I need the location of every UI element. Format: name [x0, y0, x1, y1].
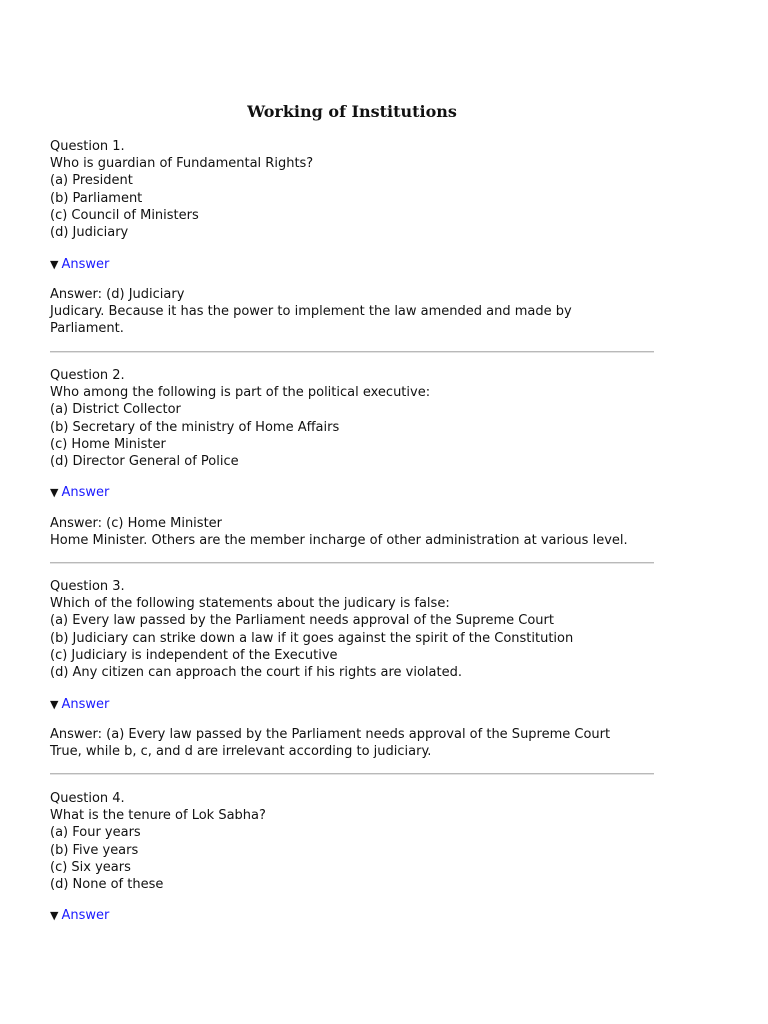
triangle-down-icon: ▼: [50, 698, 59, 711]
question-divider: [50, 562, 654, 564]
triangle-down-icon: ▼: [50, 909, 59, 922]
question-divider: [50, 351, 654, 353]
answer-link[interactable]: Answer: [61, 697, 110, 712]
answer-text: Answer: (d) Judiciary: [50, 287, 185, 302]
question-label: Question 4.: [50, 791, 125, 806]
triangle-down-icon: ▼: [50, 258, 59, 271]
question-divider: [50, 773, 654, 775]
answer-toggle-1[interactable]: [50, 256, 654, 273]
answer-explanation: Judicary. Because it has the power to implement the law amended and made by Parliament.: [50, 304, 572, 337]
answer-panel-2: [50, 515, 654, 549]
option-a: (a) President: [50, 173, 133, 189]
option-d: (d) None of these: [50, 877, 164, 893]
option-d: (d) Judiciary: [50, 225, 129, 241]
answer-link[interactable]: Answer: [61, 257, 110, 272]
question-text: Who is guardian of Fundamental Rights?: [50, 156, 314, 172]
option-c: (c) Six years: [50, 859, 131, 875]
option-c: (c) Home Minister: [50, 436, 166, 452]
answer-toggle-3[interactable]: [50, 696, 654, 713]
question-2: [50, 367, 654, 470]
option-c: (c) Council of Ministers: [50, 207, 199, 223]
question-3: [50, 578, 654, 681]
option-a: (a) Every law passed by the Parliament needs approval of the Supreme Court: [50, 613, 554, 629]
page-title: Working of Institutions: [247, 102, 457, 121]
answer-text: Answer: (a) Every law passed by the Parliament needs approval of the Supreme Court: [50, 727, 611, 742]
question-1: [50, 138, 654, 241]
question-label: Question 2.: [50, 368, 125, 383]
question-text: Which of the following statements about the judicary is false:: [50, 596, 450, 612]
option-c: (c) Judiciary is independent of the Executive: [50, 647, 338, 663]
triangle-down-icon: ▼: [50, 486, 59, 499]
answer-panel-3: [50, 726, 654, 760]
answer-link[interactable]: Answer: [61, 485, 110, 500]
answer-panel-1: [50, 286, 654, 338]
option-b: (b) Five years: [50, 842, 139, 858]
question-4: [50, 790, 654, 893]
answer-explanation: Home Minister. Others are the member incharge of other administration at various level.: [50, 533, 628, 549]
question-label: Question 3.: [50, 579, 125, 594]
answer-toggle-2[interactable]: [50, 484, 654, 501]
answer-link[interactable]: Answer: [61, 908, 110, 923]
question-label: Question 1.: [50, 139, 125, 154]
option-a: (a) Four years: [50, 825, 141, 841]
option-b: (b) Judiciary can strike down a law if it goes against the spirit of the Constitution: [50, 630, 574, 646]
option-d: (d) Any citizen can approach the court if his rights are violated.: [50, 665, 462, 681]
option-b: (b) Secretary of the ministry of Home Affairs: [50, 419, 340, 435]
option-d: (d) Director General of Police: [50, 454, 239, 470]
question-text: Who among the following is part of the political executive:: [50, 385, 431, 401]
option-a: (a) District Collector: [50, 402, 181, 418]
answer-text: Answer: (c) Home Minister: [50, 516, 223, 531]
answer-explanation: True, while b, c, and d are irrelevant according to judiciary.: [50, 744, 432, 760]
question-text: What is the tenure of Lok Sabha?: [50, 808, 266, 824]
option-b: (b) Parliament: [50, 190, 143, 206]
answer-toggle-4[interactable]: [50, 907, 654, 924]
